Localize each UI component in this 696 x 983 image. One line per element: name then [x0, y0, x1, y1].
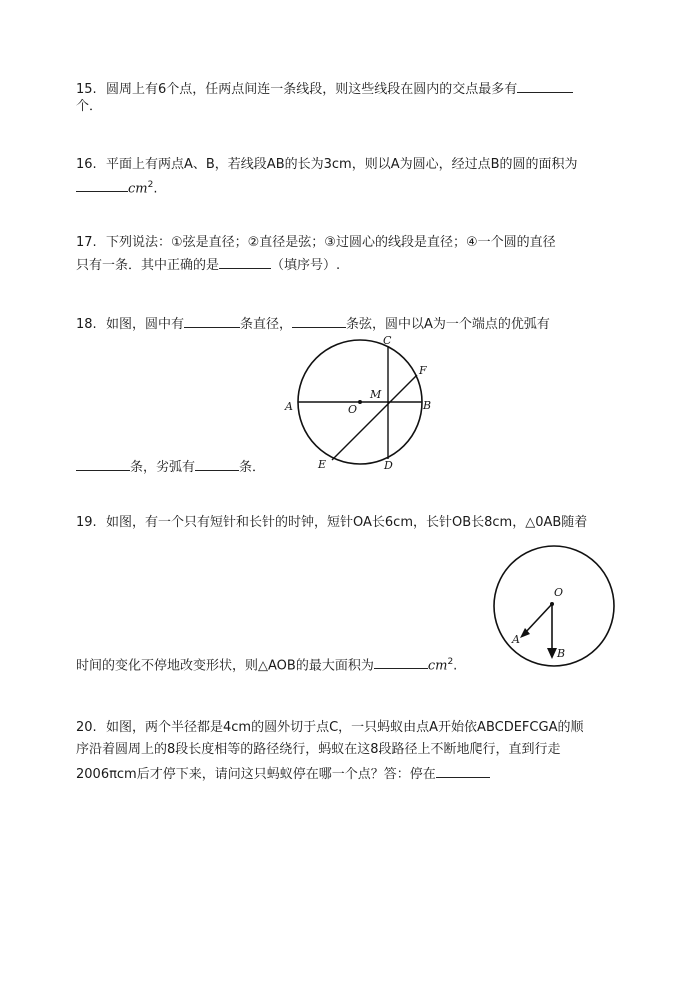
q19-label-b: B	[557, 647, 566, 660]
q20-number: 20.	[76, 720, 97, 735]
q16-line2	[76, 176, 157, 198]
q15-line2	[76, 98, 102, 116]
q17-text-2b: （填序号）.	[271, 258, 341, 273]
q18-text-b: 条直径，	[240, 317, 293, 332]
q19-label-o: O	[554, 586, 564, 599]
q20-text-2: 序沿着圆周上的8段长度相等的路径绕行，蚂蚁在这8段路径上不断地爬行，直到行走	[76, 742, 561, 757]
q17-number: 17.	[76, 235, 97, 250]
q19-line1	[76, 514, 587, 532]
q16-end: .	[153, 181, 158, 197]
q15-line1	[76, 78, 573, 99]
q15-text-end: 个．	[76, 99, 103, 114]
q19-clock-figure	[490, 542, 618, 670]
q19-end: .	[453, 658, 458, 674]
q19-unit: cm	[427, 658, 448, 674]
q18-text-e: 条．	[239, 460, 266, 475]
q19-arrowhead-b	[547, 648, 557, 659]
q17-line2	[76, 254, 340, 275]
q20-text-1: 如图，两个半径都是4cm的圆外切于点C，一只蚂蚁由点A开始依ABCDEFCGA的顺	[106, 720, 584, 735]
q17-text: 下列说法：①弦是直径；②直径是弦；③过圆心的线段是直径；④一个圆的直径	[106, 235, 556, 250]
q18-circle-figure	[280, 330, 440, 475]
q18-text-d: 条，劣弧有	[130, 460, 196, 475]
q18-label-b: B	[423, 399, 432, 412]
q18-label-o: O	[348, 403, 358, 416]
q18-diameter-blank[interactable]	[184, 313, 240, 328]
q19-label-a: A	[512, 633, 520, 646]
q17-answer-blank[interactable]	[219, 254, 271, 269]
q17-line1	[76, 234, 556, 252]
q16-text: 平面上有两点A、B，若线段AB的长为3cm，则以A为圆心，经过点B的圆的面积为	[106, 157, 578, 172]
q18-label-d: D	[384, 459, 393, 472]
q15-answer-blank[interactable]	[517, 78, 573, 93]
q20-line3	[76, 763, 490, 784]
q15-number: 15.	[76, 82, 97, 97]
q18-text-a: 如图，圆中有	[106, 317, 185, 332]
q19-unit-exponent: 2	[447, 657, 454, 667]
q20-line1	[76, 719, 583, 737]
q19-text: 如图，有一个只有短针和长针的时钟，短针OA长6cm，长针OB长8cm，△0AB随着	[106, 515, 588, 530]
q16-unit: cm	[128, 181, 148, 197]
q19-answer-blank[interactable]	[374, 654, 428, 669]
q19-line2	[76, 653, 457, 675]
q16-unit-exponent: 2	[147, 180, 154, 190]
q18-chord-blank[interactable]	[292, 313, 346, 328]
q17-text-2a: 只有一条．其中正确的是	[76, 258, 220, 273]
q18-center-point	[358, 400, 362, 404]
q18-label-m: M	[370, 388, 382, 401]
q16-line1	[76, 156, 578, 174]
q18-number: 18.	[76, 317, 97, 332]
q20-answer-blank[interactable]	[436, 763, 490, 778]
q19-text-2: 时间的变化不停地改变形状，则△AOB的最大面积为	[76, 658, 374, 674]
q19-number: 19.	[76, 515, 97, 530]
q18-label-c: C	[383, 334, 392, 347]
q18-minor-arc-blank[interactable]	[195, 456, 239, 471]
q18-line2	[76, 456, 265, 477]
q18-label-e: E	[318, 458, 327, 471]
q20-line2	[76, 741, 561, 759]
q19-short-hand-oa	[524, 604, 552, 634]
q16-answer-blank[interactable]	[76, 177, 128, 192]
q16-number: 16.	[76, 157, 97, 172]
q15-text: 圆周上有6个点，任两点间连一条线段，则这些线段在圆内的交点最多有	[106, 82, 518, 97]
q18-label-f: F	[419, 364, 427, 377]
q18-major-arc-blank[interactable]	[76, 456, 130, 471]
q18-text-c: 条弦，圆中以A为一个端点的优弧有	[346, 317, 550, 332]
q18-label-a: A	[285, 400, 293, 413]
q20-text-3: 2006πcm后才停下来，请问这只蚂蚁停在哪一个点？答：停在	[76, 767, 436, 782]
